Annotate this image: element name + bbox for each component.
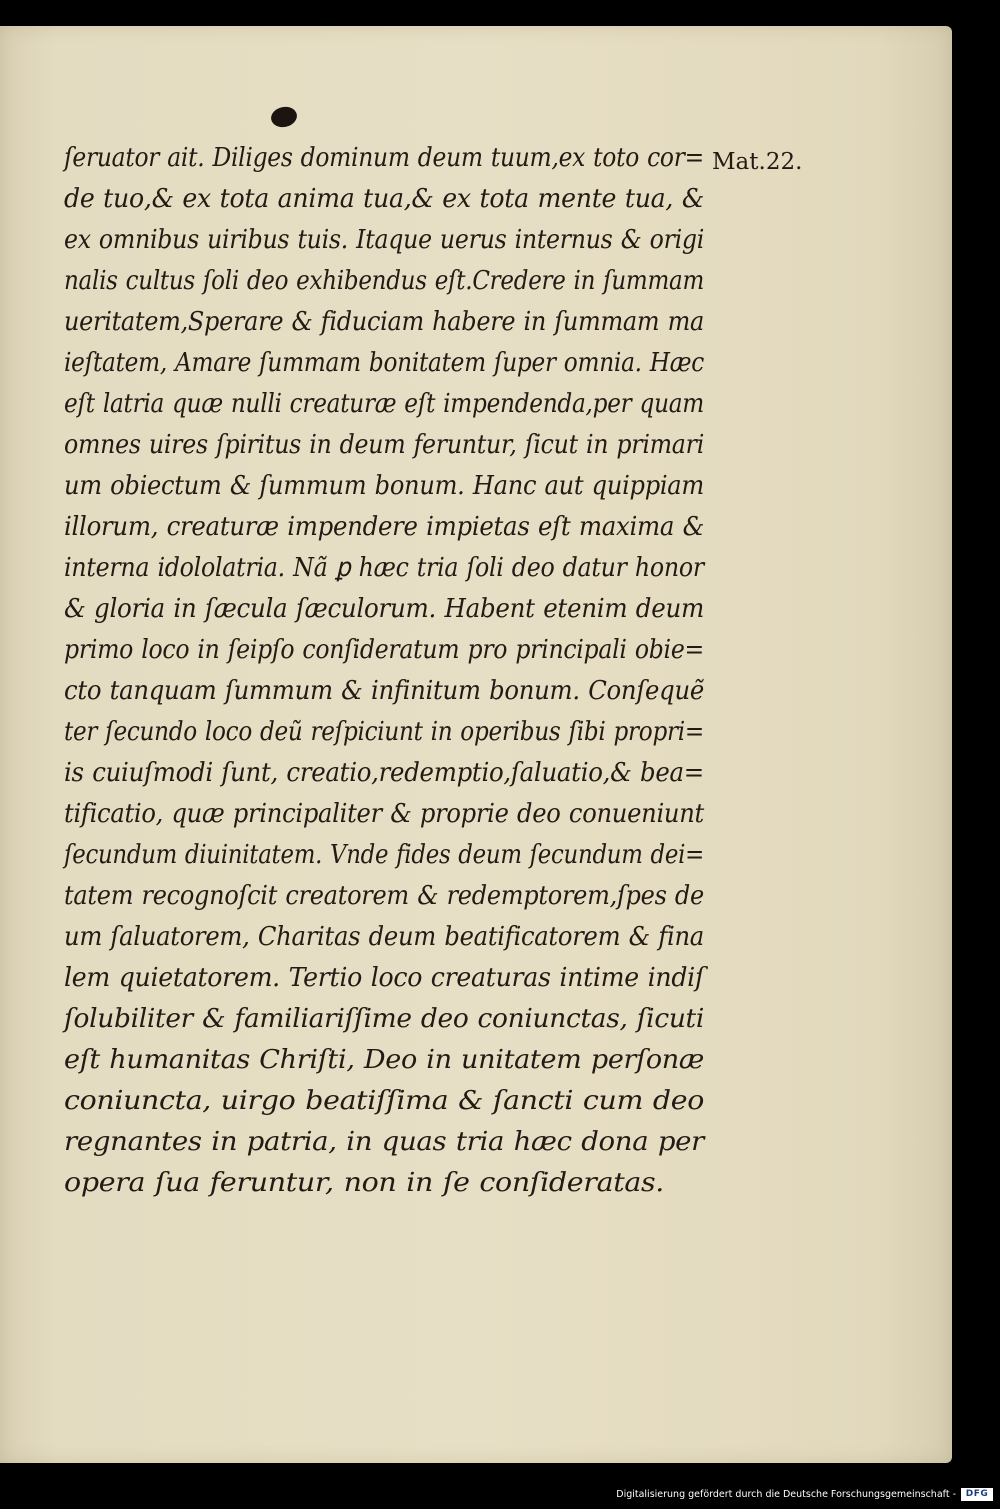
footer-bar bbox=[0, 1463, 1000, 1509]
text-line: illorum, creaturæ impendere impietas eſt maxima & bbox=[64, 512, 705, 542]
text-line: ter ſecundo loco deũ reſpiciunt in operibus ſibi propri= bbox=[64, 717, 704, 747]
text-line: um obiectum & ſummum bonum. Hanc aut quippiam bbox=[64, 471, 705, 501]
book-page bbox=[0, 26, 952, 1463]
dfg-logo: DFG bbox=[961, 1488, 993, 1501]
text-line: regnantes in patria, in quas tria hæc dona per bbox=[64, 1127, 705, 1157]
text-line: primo loco in ſeipſo conſideratum pro principali obie= bbox=[64, 635, 704, 665]
text-line: nalis cultus ſoli deo exhibendus eſt.Credere in ſummam bbox=[64, 266, 705, 296]
text-line: tatem recognoſcit creatorem & redemptorem,ſpes de bbox=[64, 881, 704, 911]
text-line: is cuiuſmodi ſunt, creatio,redemptio,ſaluatio,& bea= bbox=[64, 758, 704, 788]
text-line: eſt humanitas Chriſti, Deo in unitatem perſonæ bbox=[64, 1045, 705, 1075]
text-line: & gloria in ſæcula ſæculorum. Habent etenim deum bbox=[64, 594, 705, 624]
text-line: cto tanquam ſummum & infinitum bonum. Conſequẽ bbox=[64, 676, 704, 706]
footer-credit: Digitalisierung gefördert durch die Deutsche Forschungsgemeinschaft - bbox=[616, 1489, 956, 1500]
text-line: eſt latria quæ nulli creaturæ eſt impendenda,per quam bbox=[64, 389, 705, 419]
text-line: ſolubiliter & familiariſſime deo coniunctas, ſicuti bbox=[64, 1004, 705, 1034]
text-line: coniuncta, uirgo beatiſſima & ſancti cum deo bbox=[64, 1086, 705, 1116]
text-line: lem quietatorem. Tertio loco creaturas intime indiſ bbox=[64, 963, 704, 993]
text-line: ſecundum diuinitatem. Vnde fides deum ſecundum dei= bbox=[64, 840, 705, 870]
marginal-note: Mat.22. bbox=[712, 149, 803, 175]
ink-blot-mark bbox=[269, 105, 299, 130]
text-line: tificatio, quæ principaliter & proprie deo conueniunt bbox=[64, 799, 705, 829]
text-line: de tuo,& ex tota anima tua,& ex tota mente tua, & bbox=[64, 184, 704, 214]
text-line: ex omnibus uiribus tuis. Itaque uerus internus & origi bbox=[64, 225, 705, 255]
text-line: um ſaluatorem, Charitas deum beatificatorem & fina bbox=[64, 922, 704, 952]
text-line: ſeruator ait. Diliges dominum deum tuum,ex toto cor= bbox=[64, 143, 704, 173]
text-line: interna idololatria. Nã ꝑ hæc tria ſoli deo datur honor bbox=[64, 553, 704, 583]
text-line: ueritatem,Sperare & fiduciam habere in ſummam ma bbox=[64, 307, 705, 337]
text-line: omnes uires ſpiritus in deum feruntur, ſicut in primari bbox=[64, 430, 704, 460]
text-line: opera ſua feruntur, non in ſe conſideratas. bbox=[64, 1168, 665, 1198]
text-line: ieſtatem, Amare ſummam bonitatem ſuper omnia. Hæc bbox=[64, 348, 705, 378]
